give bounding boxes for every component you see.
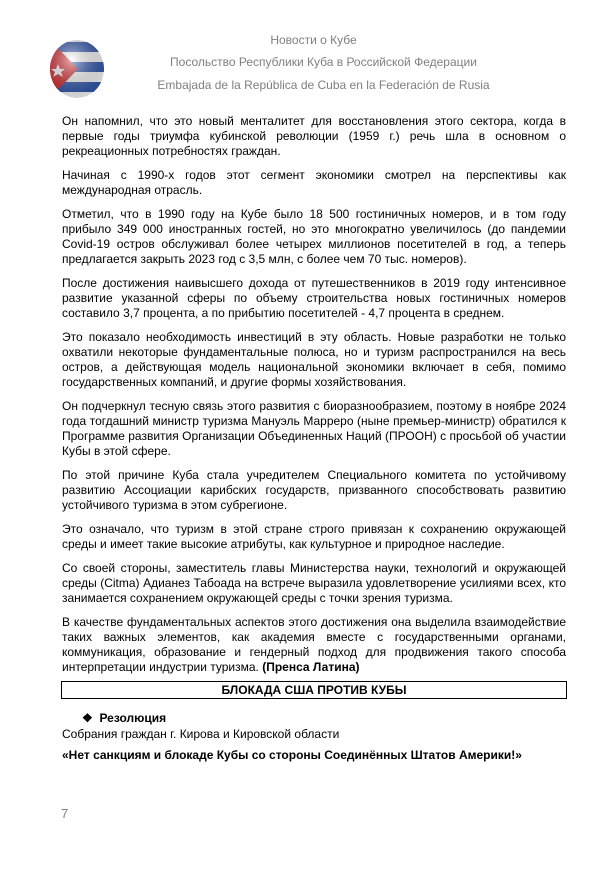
page-number: 7 [61, 806, 69, 821]
header-embassy-ru: Посольство Республики Куба в Российской Федерации [170, 55, 477, 69]
page-header [0, 0, 607, 110]
paragraph: Это означало, что туризм в этой стране строго привязан к сохранению окружающей среды и имеет такие высокие атрибуты, как культурное и природное наследие. [62, 522, 566, 551]
paragraph: Он подчеркнул тесную связь этого развития с биоразнообразием, поэтому в ноябре 2024 года тогдашний министр туризма Мануэль Марреро (ныне премьер-министр) обратился к Программе развития Организации Объединенных Наций (ПРООН) с просьбой об участии Кубы в этой сфере. [62, 399, 566, 458]
paragraph: Это показало необходимость инвестиций в эту область. Новые разработки не только охватили некоторые фундаментальные полюса, но и туризм распространился на весь остров, а действующая модель национальной экономики включает в себя, помимо государственных компаний, и другие формы хозяйствования. [62, 330, 566, 389]
source-credit: (Пренса Латина) [262, 660, 360, 674]
paragraph: Он напомнил, что это новый менталитет для восстановления этого сектора, когда в первые годы триумфа кубинской революции (1959 г.) речь шла в основном о рекреационных потребностях граждан. [62, 114, 566, 158]
header-title: Новости о Кубе [270, 33, 357, 47]
paragraph: По этой причине Куба стала учредителем Специального комитета по устойчивому развитию Ассоциации карибских государств, призванного способствовать развитию устойчивого туризма в этом субрегионе. [62, 468, 566, 512]
header-embassy-es: Embajada de la República de Cuba en la Federación de Rusia [157, 78, 490, 92]
paragraph: Отметил, что в 1990 году на Кубе было 18 500 гостиничных номеров, и в том году прибыло 349 000 иностранных гостей, но это многократно увеличилось (до пандемии Covid-19 остров обслуживал более четырех миллионов посетителей в год, а теперь предлагается закрыть 2023 год с 3,5 млн, с более чем 70 тыс. номеров). [62, 207, 566, 266]
paragraph: После достижения наивысшего дохода от путешественников в 2019 году интенсивное развитие указанной сферы по объему строительства новых гостиничных номеров составило 3,7 процента, а по прибытию посетителей - 4,7 процента в среднем. [62, 276, 566, 320]
slogan: «Нет санкциям и блокаде Кубы со стороны Соединённых Штатов Америки!» [62, 748, 522, 762]
resolution-subtitle: Собрания граждан г. Кирова и Кировской области [62, 727, 340, 741]
article-body [62, 114, 566, 684]
resolution-heading [82, 711, 166, 725]
paragraph: Со своей стороны, заместитель главы Министерства науки, технологий и окружающей среды (Citma) Адианез Табоада на встрече выразила удовлетворение усилиями всех, кто занимается сохранением окружающей среды с точки зрения туризма. [62, 561, 566, 605]
last-paragraph [62, 615, 566, 675]
section-banner: БЛОКАДА США ПРОТИВ КУБЫ [61, 681, 567, 699]
resolution-title: Резолюция [99, 711, 167, 725]
paragraph: Начиная с 1990-х годов этот сегмент экономики смотрел на перспективы как международная отрасль. [62, 168, 566, 197]
diamond-bullet-icon: ❖ [82, 711, 93, 725]
last-paragraph-text: В качестве фундаментальных аспектов этого достижения она выделила взаимодействие таких важных элементов, как академия вместе с государственными органами, коммуникация, образование и гендерный подход для продвижения такого способа интерпретации индустрии туризма. [62, 615, 566, 674]
